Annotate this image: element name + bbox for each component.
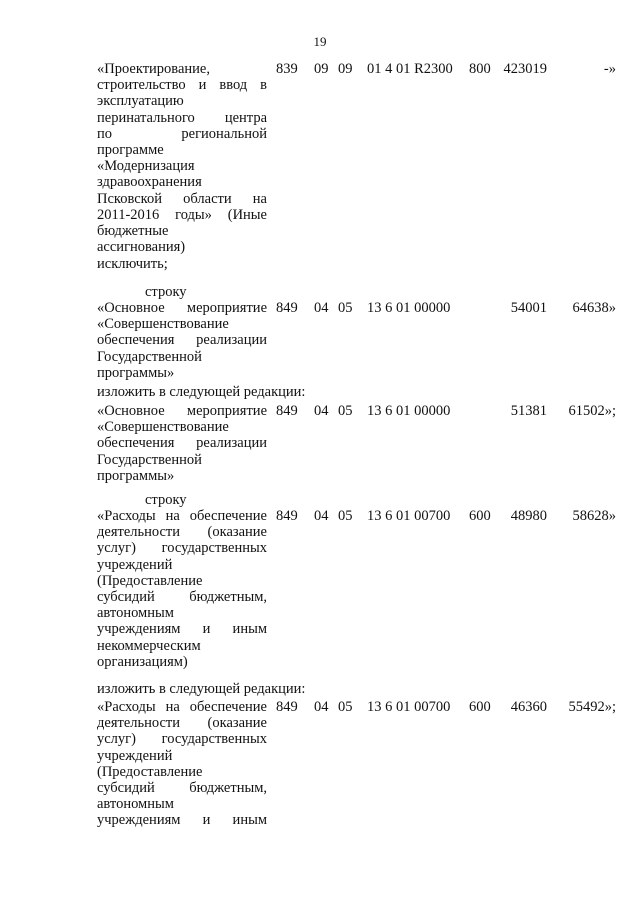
instruction-exclude: исключить; [97,256,168,272]
instruction-line-word: строку [145,492,187,508]
desc-line: «Основное мероприятие [97,300,267,316]
desc-line: «Основное мероприятие [97,403,267,419]
subsection-code: 05 [338,300,353,316]
desc-line: «Проектирование, [97,61,210,77]
desc-line: деятельности (оказание [97,524,267,541]
desc-line: учреждениям и иным [97,812,267,829]
desc-line: услуг) государственных [97,540,267,557]
desc-line: деятельности (оказание [97,715,267,732]
desc-line: по региональной [97,125,267,142]
desc-line: перинатального центра [97,109,267,126]
desc-line: строительство и ввод в [97,77,267,94]
target-article-code: 13 6 01 00000 [367,300,451,316]
sum-first-year: 46360 [510,699,547,715]
grbs-code: 849 [276,699,298,715]
target-article-code: 13 6 01 00000 [367,403,451,419]
desc-line: субсидий бюджетным, [97,589,267,606]
row-description [97,699,267,829]
section-code: 04 [314,403,329,419]
desc-line: учреждений [97,747,173,764]
desc-line: (Предоставление [97,572,203,589]
target-article-code: 13 6 01 00700 [367,508,451,524]
desc-line: программы» [97,364,175,381]
target-article-code: 13 6 01 00700 [367,699,451,715]
sum-second-year: 58628» [572,508,616,524]
desc-line: «Совершенствование [97,419,229,436]
desc-line: ассигнования) [97,239,186,256]
grbs-code: 839 [276,61,298,77]
grbs-code: 849 [276,403,298,419]
desc-line: здравоохранения [97,174,202,191]
desc-line: автономным [97,796,174,813]
instruction-replace: изложить в следующей редакции: [97,681,306,697]
section-code: 09 [314,61,329,77]
subsection-code: 05 [338,403,353,419]
section-code: 04 [314,300,329,316]
instruction-line-word: строку [145,284,187,300]
desc-line: программы» [97,467,175,484]
section-code: 04 [314,508,329,524]
sum-first-year: 54001 [510,300,547,316]
sum-first-year: 51381 [510,403,547,419]
desc-line: Псковской области на [97,190,267,207]
desc-line: бюджетные [97,223,169,240]
desc-line: программе [97,142,164,159]
row-description [97,508,267,670]
subsection-code: 09 [338,61,353,77]
sum-second-year: -» [603,61,616,77]
expense-type-code: 600 [469,508,491,524]
target-article-code: 01 4 01 R2300 [367,61,453,77]
desc-line: «Совершенствование [97,316,229,333]
sum-second-year: 55492»; [568,699,616,715]
desc-line: некоммерческим [97,637,201,654]
desc-line: Государственной [97,451,202,468]
desc-line: субсидий бюджетным, [97,780,267,797]
section-code: 04 [314,699,329,715]
desc-line: «Расходы на обеспечение [97,699,267,715]
sum-first-year: 423019 [503,61,547,77]
desc-line: обеспечения реализации [97,332,267,349]
desc-line: учреждений [97,556,173,573]
desc-line: «Модернизация [97,158,195,175]
desc-line: учреждениям и иным [97,621,267,638]
desc-line: 2011-2016 годы» (Иные [97,206,267,223]
grbs-code: 849 [276,508,298,524]
grbs-code: 849 [276,300,298,316]
row-description [97,61,267,255]
desc-line: организациям) [97,653,188,670]
desc-line: Государственной [97,348,202,365]
sum-second-year: 61502»; [568,403,616,419]
desc-line: эксплуатацию [97,93,184,110]
expense-type-code: 600 [469,699,491,715]
desc-line: автономным [97,605,174,622]
desc-line: «Расходы на обеспечение [97,508,267,524]
subsection-code: 05 [338,699,353,715]
desc-line: обеспечения реализации [97,435,267,452]
desc-line: (Предоставление [97,763,203,780]
page-number: 19 [313,34,327,49]
sum-second-year: 64638» [572,300,616,316]
instruction-replace: изложить в следующей редакции: [97,384,306,400]
sum-first-year: 48980 [510,508,547,524]
row-description [97,403,267,484]
subsection-code: 05 [338,508,353,524]
desc-line: услуг) государственных [97,731,267,748]
row-description [97,300,267,381]
expense-type-code: 800 [469,61,491,77]
